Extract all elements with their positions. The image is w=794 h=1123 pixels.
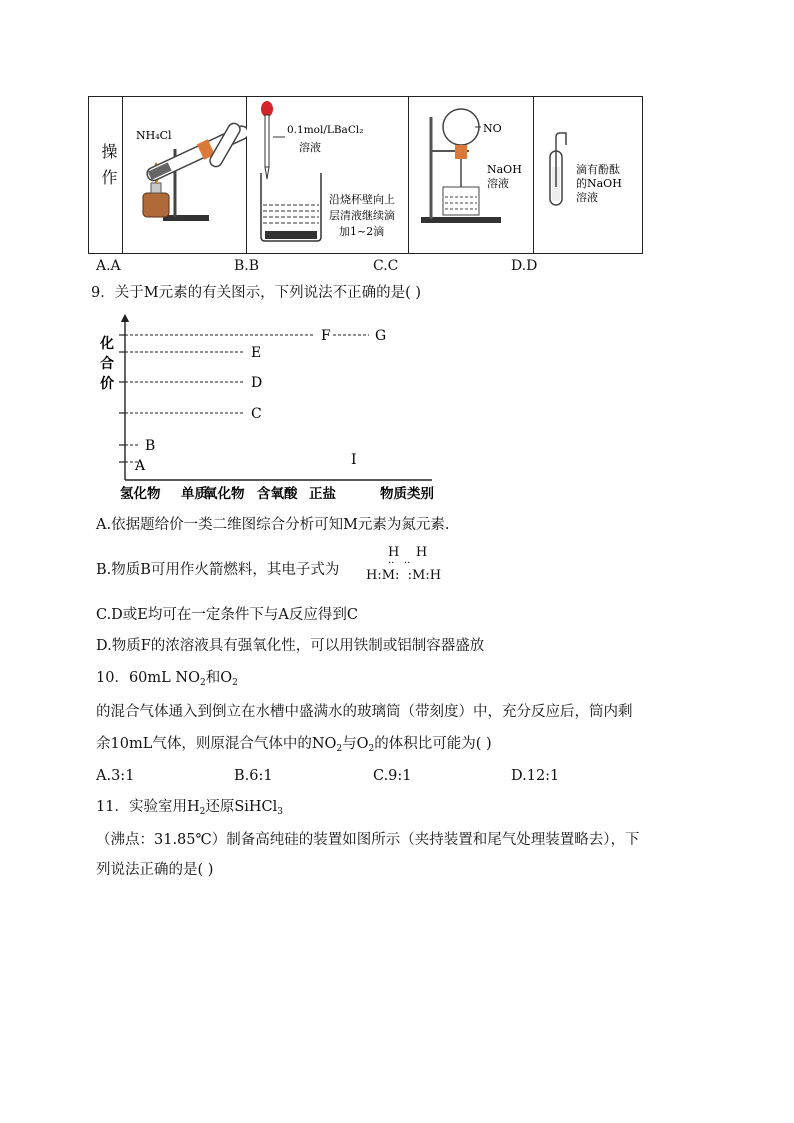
point-C: C: [251, 406, 262, 422]
category-label: 单质: [181, 486, 208, 502]
cell-b: [247, 97, 409, 253]
q10-option-b[interactable]: B.6:1: [234, 768, 273, 784]
point-F: F: [321, 328, 331, 344]
note-line-2: 层清液继续滴: [329, 209, 395, 222]
q9-option-a[interactable]: A.依据题给价一类二维图综合分析可知M元素为氮元素.: [96, 517, 450, 533]
note-line-1: 沿烧杯壁向上: [329, 193, 395, 206]
naoh-label: NaOH: [487, 163, 522, 176]
q11-line-2: （沸点：31.85℃）制备高纯硅的装置如图所示（夹持装置和尾气处理装置略去），下: [96, 832, 640, 848]
point-E: E: [251, 345, 262, 361]
q9-stem: 9．关于M元素的有关图示，下列说法不正确的是( ): [91, 285, 421, 301]
q11-text-b: 还原SiHCl: [205, 799, 278, 815]
q10-text-c: 余10mL气体，则原混合气体中的NO: [96, 736, 337, 752]
bacl2-label: 0.1mol/LBaCl₂: [287, 124, 364, 136]
q10-text-d: 与O: [342, 736, 369, 752]
operation-table: [88, 96, 643, 254]
point-A: A: [135, 458, 146, 474]
sub-2: 2: [336, 744, 343, 754]
q8-option-d[interactable]: D.D: [511, 258, 538, 274]
formula-top-h: H H: [388, 545, 428, 560]
point-D: D: [251, 375, 263, 391]
category-label: 氧化物: [204, 486, 245, 502]
sub-3: 3: [277, 807, 284, 817]
q9-option-b[interactable]: B.物质B可用作火箭燃料，其电子式为: [96, 562, 340, 578]
cell-a: [123, 97, 247, 253]
q8-option-b[interactable]: B.B: [234, 258, 260, 274]
note-line-3: 加1~2滴: [339, 225, 385, 238]
q10-option-d[interactable]: D.12:1: [511, 768, 560, 784]
y-axis-label: [99, 335, 114, 392]
phenol-note-1: 滴有酚酞: [576, 163, 620, 176]
heating-apparatus-illustration: [123, 97, 247, 253]
formula-bottom: H:M: :M:H: [366, 568, 442, 583]
phenol-note-3: 溶液: [576, 191, 598, 204]
point-B: B: [145, 438, 156, 454]
cell-c: [409, 97, 534, 253]
header-cell: [89, 97, 123, 253]
q10-text-e: 的体积比可能为( ): [374, 736, 492, 752]
q8-option-c[interactable]: C.C: [373, 258, 399, 274]
q10-option-a[interactable]: A.3:1: [96, 768, 135, 784]
nh4cl-label: NH₄Cl: [136, 129, 172, 142]
q11-line-3: 列说法正确的是( ): [96, 862, 214, 878]
x-axis-label: 物质类别: [380, 486, 434, 502]
valence-category-chart: [92, 312, 452, 506]
category-label: 正盐: [309, 486, 336, 502]
point-I: I: [351, 452, 357, 468]
test-tube-illustration: [534, 97, 642, 253]
category-label: 氢化物: [120, 486, 161, 502]
q10-line-2: 的混合气体通入到倒立在水槽中盛满水的玻璃筒（带刻度）中，充分反应后，筒内剩: [96, 704, 633, 720]
q10-text-b: 和O: [205, 670, 233, 686]
y-axis-label-char: 价: [100, 376, 114, 392]
q8-option-a[interactable]: A.A: [96, 258, 121, 274]
formula-dots: ·· ··: [388, 558, 411, 569]
q10-line-1: [96, 669, 238, 692]
sub-2: 2: [199, 807, 206, 817]
q10-line-3: [96, 735, 492, 758]
point-G: G: [375, 328, 387, 344]
phenol-note-2: 的NaOH: [576, 177, 622, 190]
naoh-solution-label: 溶液: [487, 177, 509, 190]
dropper-beaker-illustration: [247, 97, 409, 253]
q11-text-a: 11．实验室用H: [96, 799, 200, 815]
header-label: 操作: [99, 143, 118, 195]
electron-formula: [366, 546, 456, 582]
q10-option-c[interactable]: C.9:1: [373, 768, 412, 784]
q10-text-a: 10．60mL NO: [96, 670, 200, 686]
sub-2: 2: [199, 678, 206, 688]
no-flask-illustration: [409, 97, 534, 253]
cell-d: [534, 97, 644, 253]
sub-2: 2: [368, 744, 375, 754]
y-axis-label-char: 合: [100, 356, 114, 372]
q11-line-1: [96, 798, 283, 821]
no-label: NO: [483, 122, 502, 135]
category-label: 含氧酸: [257, 486, 298, 502]
y-axis-label-char: 化: [100, 336, 114, 352]
sub-2: 2: [232, 678, 238, 688]
bacl2-solution-label: 溶液: [299, 141, 321, 154]
q9-option-c[interactable]: C.D或E均可在一定条件下与A反应得到C: [96, 607, 358, 623]
q9-option-d[interactable]: D.物质F的浓溶液具有强氧化性，可以用铁制或铝制容器盛放: [96, 638, 485, 654]
